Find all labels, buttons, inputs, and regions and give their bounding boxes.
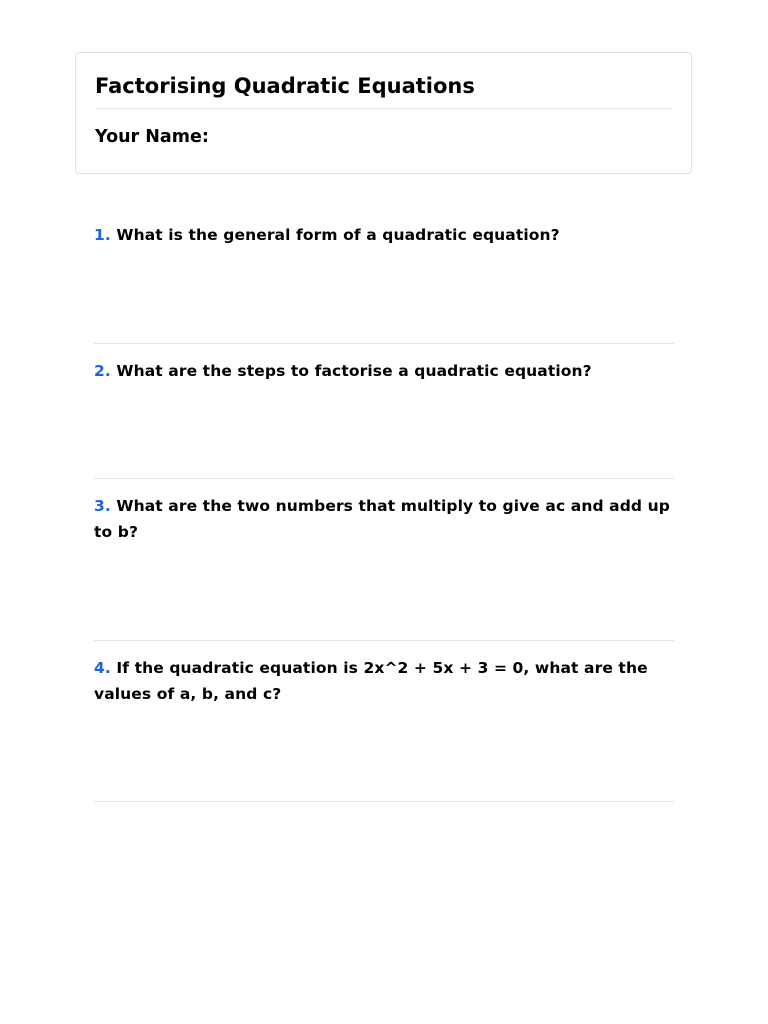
- question-text: What is the general form of a quadratic equation?: [116, 226, 560, 244]
- question-number: 4.: [94, 659, 111, 677]
- question-number: 1.: [94, 226, 111, 244]
- answer-divider: [94, 343, 674, 344]
- your-name-label: Your Name:: [95, 127, 209, 147]
- question-4: [94, 655, 676, 707]
- question-number: 3.: [94, 497, 111, 515]
- question-3: [94, 493, 676, 545]
- question-text: What are the two numbers that multiply to give ac and add up to b?: [94, 497, 670, 541]
- page-title: Factorising Quadratic Equations: [95, 74, 475, 98]
- question-2: [94, 358, 676, 384]
- answer-divider: [94, 478, 674, 479]
- title-divider: [95, 108, 673, 109]
- answer-divider: [94, 640, 674, 641]
- question-text: If the quadratic equation is 2x^2 + 5x + 3 = 0, what are the values of a, b, and c?: [94, 659, 648, 703]
- question-text: What are the steps to factorise a quadratic equation?: [116, 362, 592, 380]
- answer-divider: [94, 801, 674, 802]
- worksheet-header: [75, 52, 692, 174]
- question-number: 2.: [94, 362, 111, 380]
- question-1: [94, 222, 676, 248]
